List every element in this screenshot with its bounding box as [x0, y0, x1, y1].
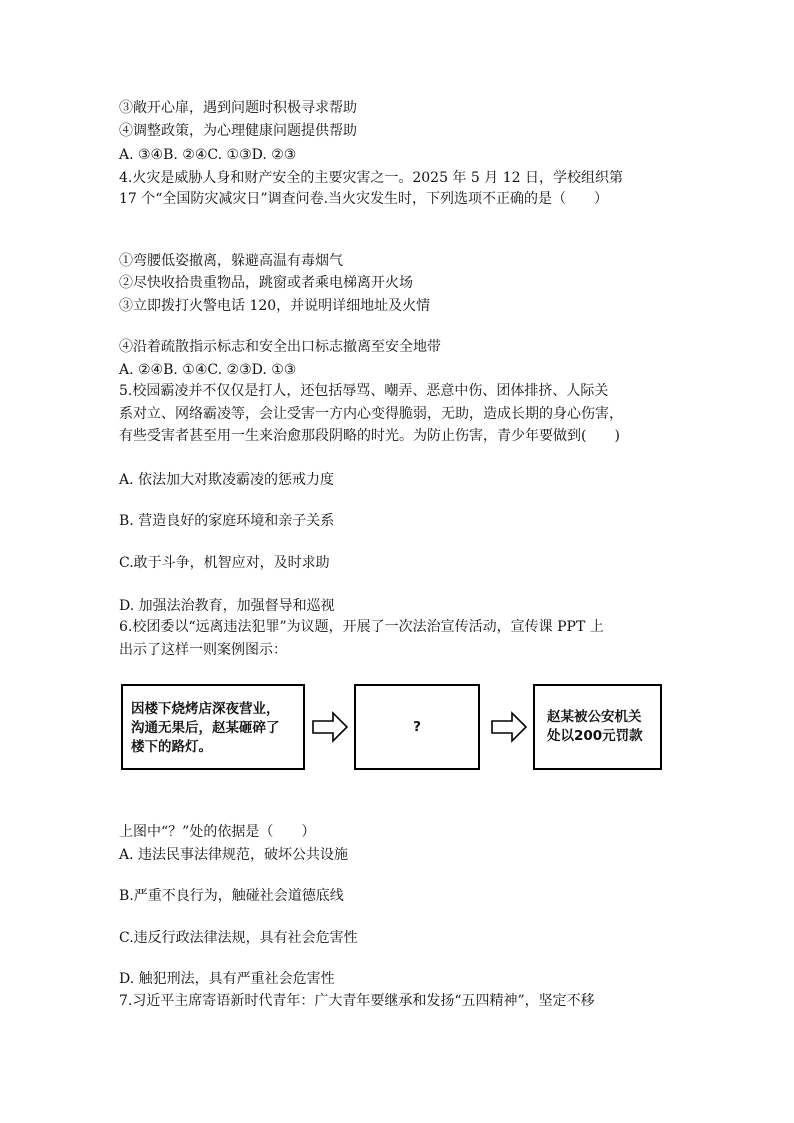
- question-6-line-1: 6.校团委以“远离违法犯罪”为议题，开展了一次法治宣传活动，宣传课 PPT 上: [119, 619, 604, 635]
- q5-option-d: D. 加强法治教育，加强督导和巡视: [119, 598, 335, 614]
- case-box-question-mark: ?: [413, 718, 421, 735]
- q6-option-c: C.违反行政法律法规，具有社会危害性: [119, 930, 358, 946]
- question-6-line-2: 出示了这样一则案例图示：: [119, 642, 287, 658]
- answer-choices-q3: A. ③④B. ②④C. ①③D. ②③: [119, 147, 297, 163]
- case-box-unknown: [354, 684, 480, 770]
- q4-option-1: ①弯腰低姿撤离，躲避高温有毒烟气: [119, 253, 343, 269]
- case-box-cause: [121, 684, 305, 770]
- case-box-cause-text: 因楼下烧烤店深夜营业， 沟通无果后，赵某砸碎了 楼下的路灯。: [131, 701, 280, 755]
- case-box-result-text: 赵某被公安机关 处以200元罚款: [547, 709, 643, 744]
- question-5-line-2: 系对立、网络霸凌等，会让受害一方内心变得脆弱，无助，造成长期的身心伤害，: [119, 406, 623, 422]
- option-4: ④调整政策，为心理健康问题提供帮助: [119, 123, 357, 139]
- q6-option-d: D. 触犯刑法，具有严重社会危害性: [119, 971, 335, 987]
- q4-option-3: ③立即拨打火警电话 120，并说明详细地址及火情: [119, 298, 431, 314]
- q6-option-b: B.严重不良行为，触碰社会道德底线: [119, 888, 344, 904]
- question-5-line-3: 有些受害者甚至用一生来治愈那段阴略的时光。为防止伤害，青少年要做到( ): [119, 428, 620, 444]
- question-4-line-1: 4.火灾是威胁人身和财产安全的主要灾害之一。2025 年 5 月 12 日，学校组织第: [119, 170, 623, 186]
- case-box-result: [533, 684, 662, 770]
- q5-option-c: C.敢于斗争，机智应对，及时求助: [119, 555, 330, 571]
- q5-option-a: A. 依法加大对欺凌霸凌的惩戒力度: [119, 472, 335, 488]
- q4-option-4: ④沿着疏散指示标志和安全出口标志撤离至安全地带: [119, 339, 441, 355]
- answer-choices-q4: A. ②④B. ①④C. ②③D. ①③: [119, 362, 297, 378]
- arrow-right-icon: [312, 711, 348, 743]
- question-6-prompt: 上图中“？”处的依据是（ ）: [119, 824, 316, 840]
- question-7-line-1: 7.习近平主席寄语新时代青年：广大青年要继承和发扬“五四精神”，坚定不移: [119, 993, 595, 1009]
- question-4-line-2: 17 个“全国防灾减灾日”调查问卷.当火灾发生时，下列选项不正确的是（ ）: [119, 191, 609, 207]
- question-5-line-1: 5.校园霸凌并不仅仅是打人，还包括辱骂、嘲弄、恶意中伤、团体排挤、人际关: [119, 383, 609, 399]
- q6-option-a: A. 违法民事法律规范，破坏公共设施: [119, 847, 349, 863]
- option-3: ③敞开心扉，遇到问题时积极寻求帮助: [119, 100, 357, 116]
- arrow-right-icon: [491, 711, 527, 743]
- q4-option-2: ②尽快收拾贵重物品，跳窗或者乘电梯离开火场: [119, 275, 413, 291]
- q5-option-b: B. 营造良好的家庭环境和亲子关系: [119, 513, 335, 529]
